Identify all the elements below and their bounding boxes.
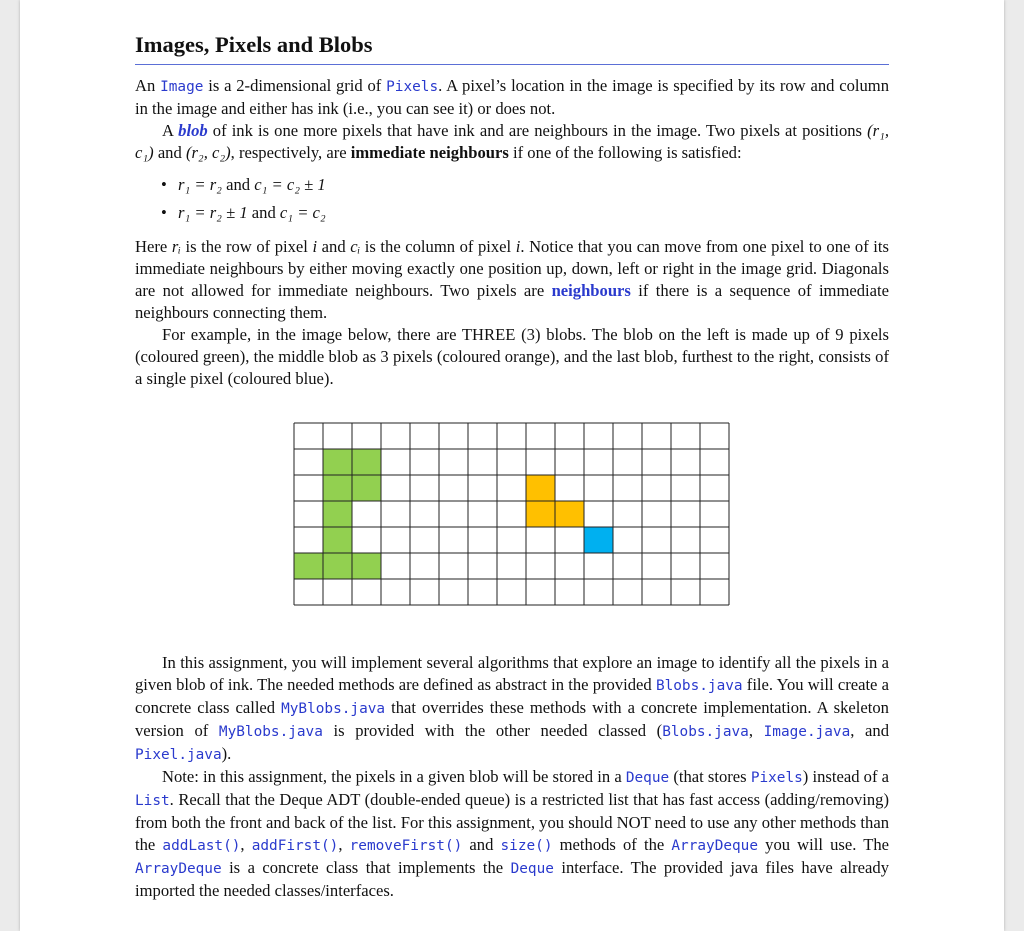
green-pixel bbox=[323, 501, 352, 527]
green-pixel bbox=[323, 449, 352, 475]
green-pixel bbox=[323, 553, 352, 579]
term-blob: blob bbox=[178, 121, 208, 140]
conditions-list bbox=[161, 174, 889, 224]
code-image: Image bbox=[160, 79, 204, 95]
bullet-icon: • bbox=[161, 175, 167, 194]
bullet-icon: • bbox=[161, 203, 167, 222]
pixel-grid bbox=[293, 422, 731, 606]
math-position-1: (r₁, c₁) bbox=[135, 121, 890, 162]
green-pixel bbox=[352, 553, 381, 579]
blob-definition-paragraph: A blob of ink is one more pixels that have ink and are neighbours in the image. Two pixels at positions (r₁, c₁) and (r₂, c₂), respectively, are immediate neighbours if one of the following is satisfied: bbox=[135, 121, 890, 162]
intro-paragraph: An Image is a 2-dimensional grid of Pixels. A pixel’s location in the image is specified by its row and column in the image and either has ink (i.e., you can see it) or does not. bbox=[135, 76, 889, 118]
orange-pixel bbox=[526, 475, 555, 501]
green-pixel bbox=[323, 475, 352, 501]
list-item: • r₁ = r₂ ± 1 and c₁ = c₂ bbox=[161, 203, 326, 222]
code-pixels: Pixels bbox=[386, 79, 439, 95]
green-pixel bbox=[352, 449, 381, 475]
section-title: Images, Pixels and Blobs bbox=[135, 30, 889, 65]
blob-figure bbox=[135, 390, 889, 652]
list-item: • r₁ = r₂ and c₁ = c₂ ± 1 bbox=[161, 175, 326, 194]
assignment-paragraph: In this assignment, you will implement several algorithms that explore an image to identify all the pixels in a given blob of ink. The needed methods are defined as abstract in the provided Blobs.java file. You will create a concrete class called MyBlobs.java that overrides these methods with a concrete implementation. A skeleton version of MyBlobs.java is provided with the other needed classed (Blobs.java, Image.java, and Pixel.java). bbox=[135, 653, 890, 763]
green-pixel bbox=[323, 527, 352, 553]
blue-pixel bbox=[584, 527, 613, 553]
example-paragraph: For example, in the image below, there are THREE (3) blobs. The blob on the left is made up of 9 pixels (coloured green), the middle blob as 3 pixels (coloured orange), and the last blob, furthest to the right, consists of a single pixel (coloured blue). bbox=[135, 325, 889, 388]
note-paragraph: Note: in this assignment, the pixels in a given blob will be stored in a Deque (that stores Pixels) instead of a List. Recall that the Deque ADT (double-ended queue) is a restricted list that has fast access (adding/removing) from both the front and back of the list. For this assignment, you should NOT need to use any other methods than the addLast(), addFirst(), removeFirst() and size() methods of the ArrayDeque you will use. The ArrayDeque is a concrete class that implements the Deque interface. The provided java files have already imported the needed classes/interfaces. bbox=[135, 767, 890, 900]
math-position-2: (r₂, c₂) bbox=[185, 143, 231, 162]
term-immediate-neighbours: immediate neighbours bbox=[350, 143, 509, 162]
document-page bbox=[20, 0, 1004, 931]
term-neighbours: neighbours bbox=[551, 281, 631, 300]
explanation-paragraph: Here rᵢ is the row of pixel i and cᵢ is the column of pixel i. Notice that you can move from one pixel to one of its immediate neighbours by either moving exactly one position up, down, left or right in the image grid. Diagonals are not allowed for immediate neighbours. Two pixels are neighbours if there is a sequence of immediate neighbours connecting them. bbox=[135, 237, 889, 322]
orange-pixel bbox=[555, 501, 584, 527]
green-pixel bbox=[294, 553, 323, 579]
green-pixel bbox=[352, 475, 381, 501]
orange-pixel bbox=[526, 501, 555, 527]
document-content bbox=[135, 30, 889, 902]
